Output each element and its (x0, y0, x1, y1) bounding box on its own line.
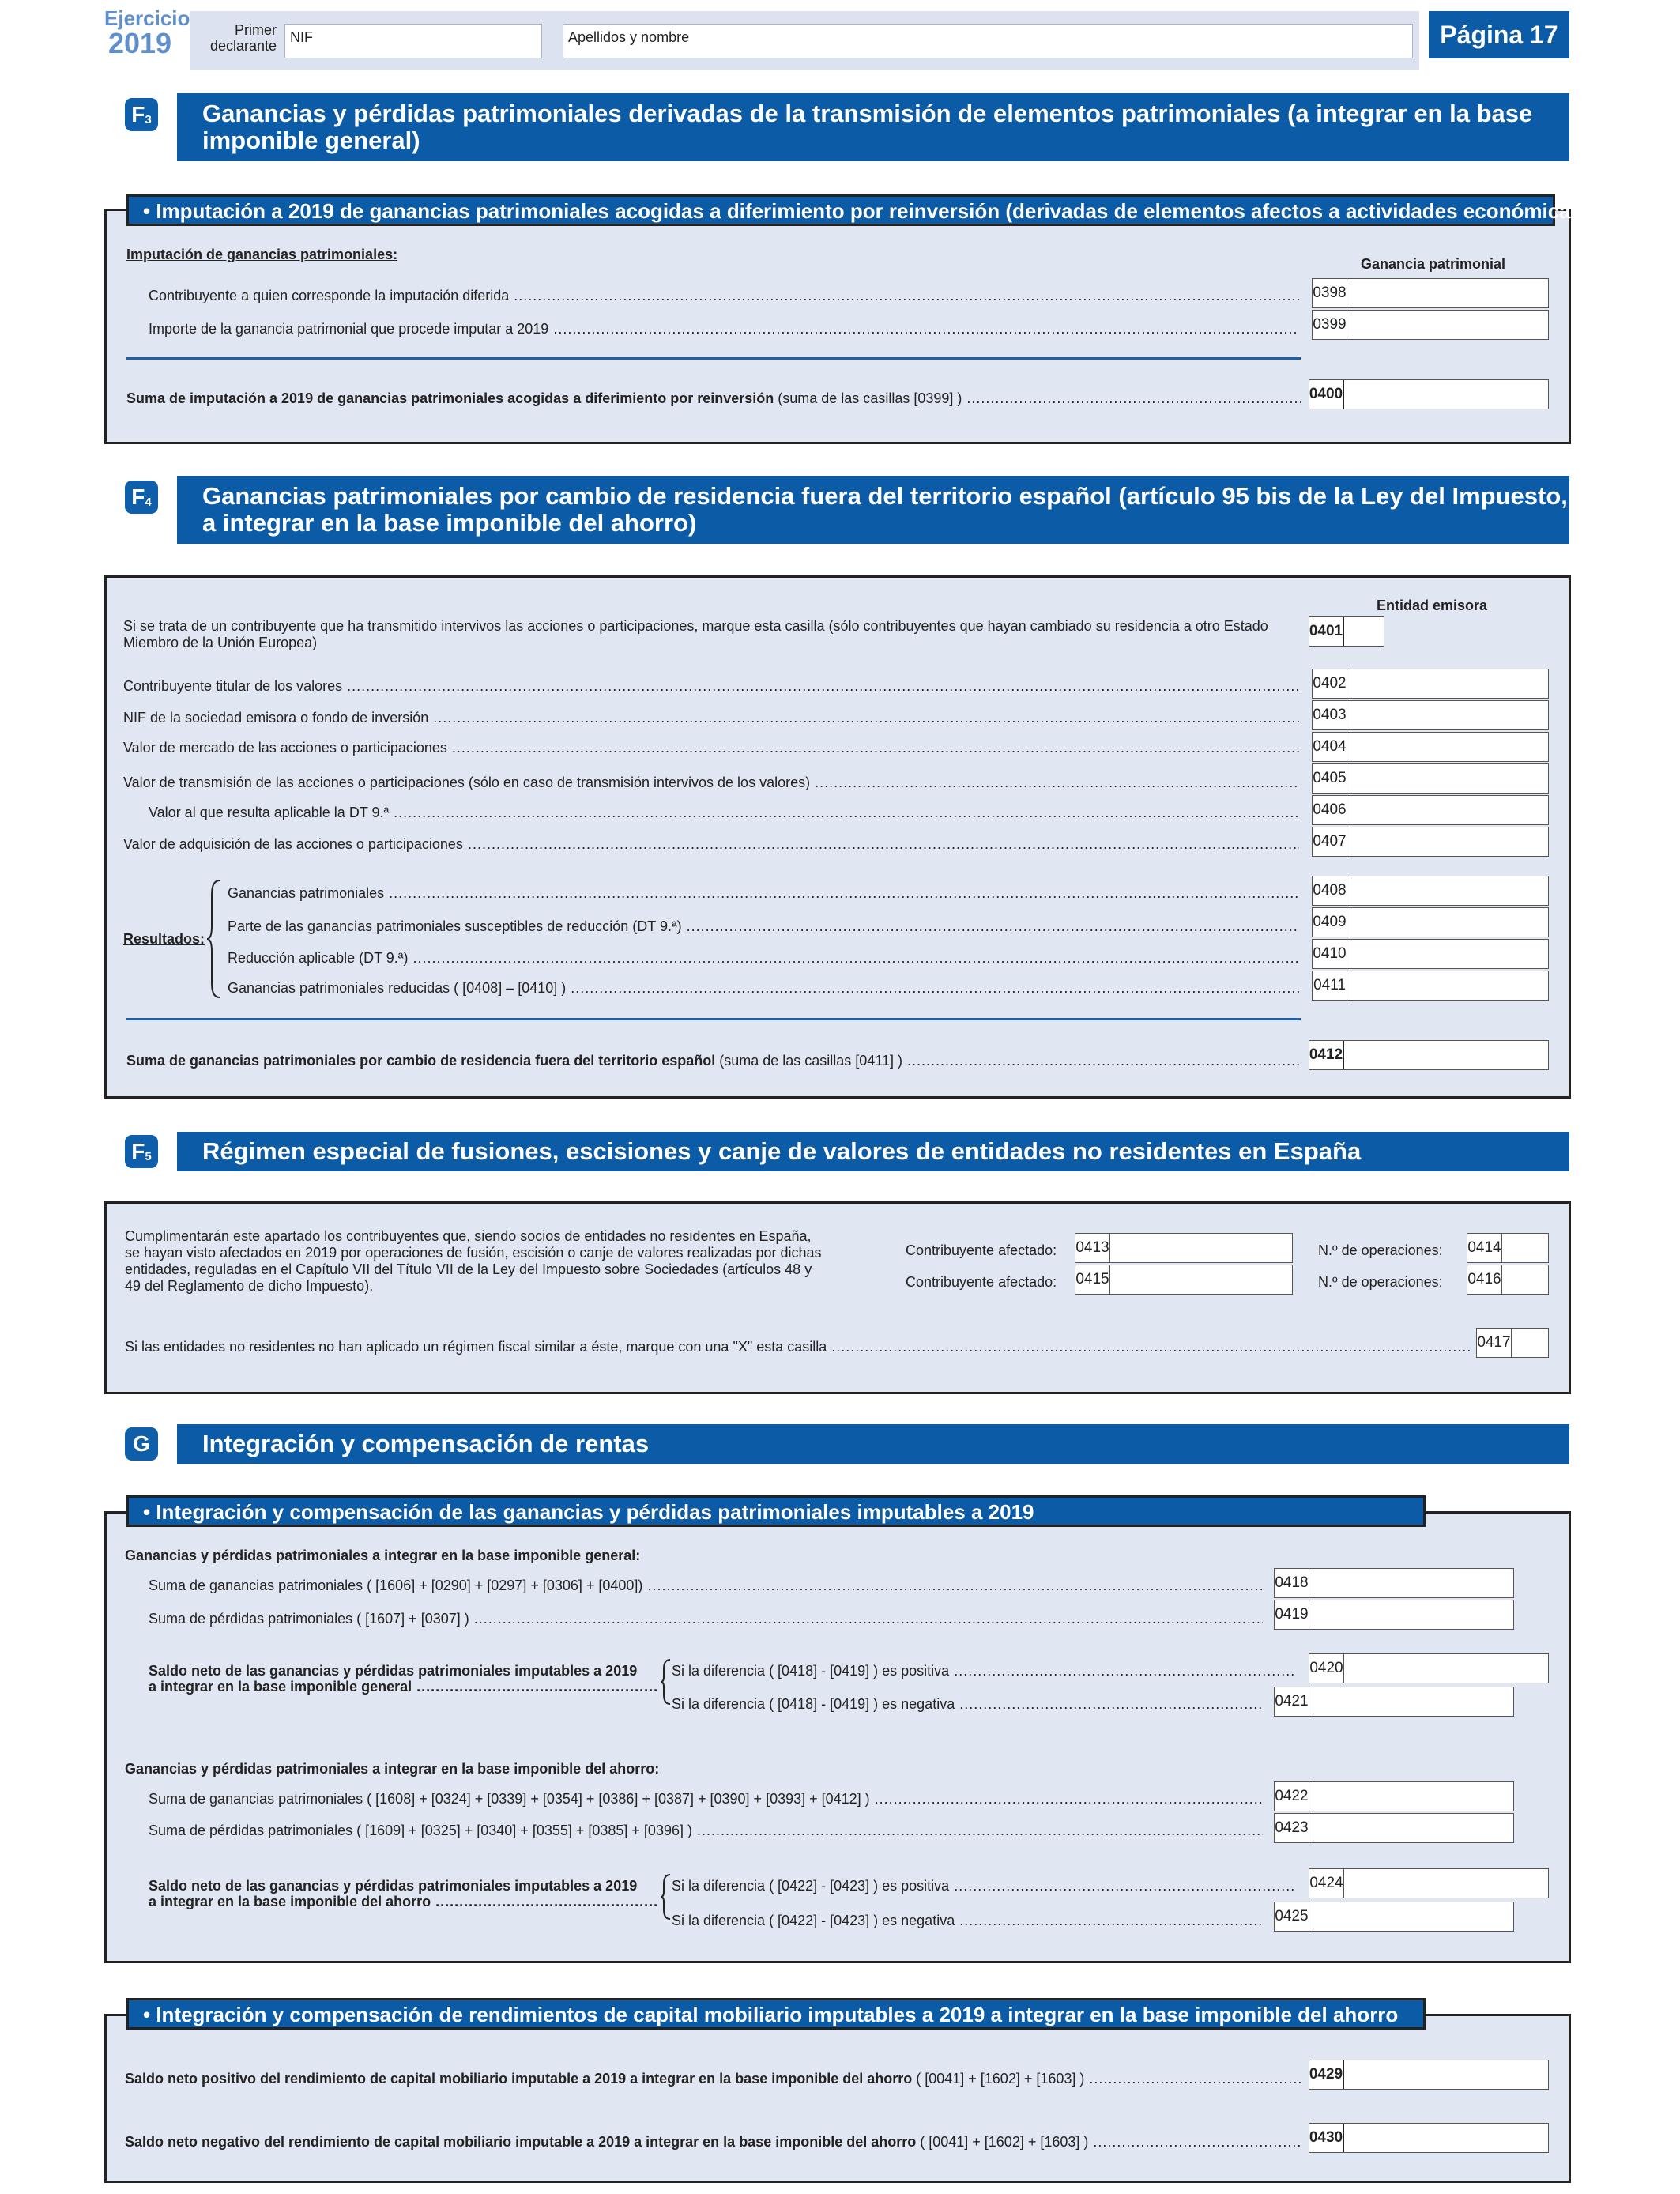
f4-divider (126, 1018, 1301, 1020)
f3-sum-bold: Suma de imputación a 2019 de ganancias patrimoniales acogidas a diferimiento por reinversión (126, 390, 774, 406)
section-f4-badge (125, 481, 158, 514)
f4-resultados-label: Resultados: (123, 931, 205, 947)
f5-text-4: 49 del Reglamento de dicho Impuesto). (125, 1278, 374, 1294)
casilla-0400[interactable] (1309, 379, 1549, 409)
g-subheader-1: • Integración y compensación de las ganancias y pérdidas patrimoniales imputables a 2019 (126, 1495, 1426, 1527)
code-0420: 0420 (1309, 1654, 1344, 1683)
casilla-0421[interactable] (1274, 1687, 1514, 1717)
casilla-0425[interactable] (1274, 1902, 1514, 1932)
f5-operaciones-label-2: N.º de operaciones: (1318, 1274, 1443, 1290)
g-row-0425: Si la diferencia ( [0422] - [0423] ) es negativa ..... (672, 1913, 1263, 1929)
g-saldo-gen-1: Saldo neto de las ganancias y pérdidas patrimoniales imputables a 2019 (149, 1663, 638, 1679)
primer-declarante-label: Primer declarante (209, 22, 277, 54)
g-subheader-2: • Integración y compensación de rendimientos de capital mobiliario imputables a 2019 a integrar en la base imponible del ahorro (126, 1998, 1426, 2030)
f3-sum-rest: (suma de las casillas [0399] ) (774, 390, 962, 406)
casilla-0411[interactable] (1312, 971, 1549, 1001)
code-0416: 0416 (1467, 1265, 1502, 1294)
g-row-0421: Si la diferencia ( [0418] - [0419] ) es negativa ..... (672, 1696, 1263, 1713)
f4-result-0411: Ganancias patrimoniales reducidas ( [0408] – [0410] ) ..... (228, 980, 1299, 997)
g-row-0429 (125, 2071, 1301, 2087)
casilla-0416[interactable] (1467, 1265, 1549, 1295)
g-row-0419: Suma de pérdidas patrimoniales ( [1607] + [0307] ) ..... (149, 1611, 1263, 1627)
code-0417: 0417 (1477, 1329, 1512, 1357)
f3-subheader: • Imputación a 2019 de ganancias patrimoniales acogidas a diferimiento por reinversión (derivadas de elementos afectos a actividades económicas) (126, 194, 1555, 226)
g-box-2 (104, 2014, 1571, 2183)
g-row-0430 (125, 2134, 1301, 2151)
g-row-0422: Suma de ganancias patrimoniales ( [1608] + [0324] + [0339] + [0354] + [0386] + [0387] + [0390] + [0393] + [0412] ) ..... (149, 1791, 1263, 1808)
g-rcm-neg-bold: Saldo neto negativo del rendimiento de capital mobiliario imputable a 2019 a integrar en la base imponible del ahorro (125, 2134, 917, 2150)
g-rcm-neg-rest: ( [0041] + [1602] + [1603] ) (916, 2134, 1089, 2150)
code-0402: 0402 (1313, 669, 1347, 698)
code-0403: 0403 (1313, 701, 1347, 729)
section-f5-badge (125, 1135, 158, 1168)
year-label: 2019 (107, 27, 172, 59)
f5-contribuyente-label-2: Contribuyente afectado: (906, 1274, 1057, 1290)
f5-badge-letter: F (131, 1139, 145, 1163)
f4-sum-row (126, 1053, 1301, 1069)
resultados-brace (207, 879, 223, 999)
casilla-0399[interactable] (1312, 310, 1549, 340)
g-rcm-pos-rest: ( [0041] + [1602] + [1603] ) (912, 2071, 1085, 2087)
g-aho-heading: Ganancias y pérdidas patrimoniales a integrar en la base imponible del ahorro: (125, 1761, 660, 1777)
f4-col-label: Entidad emisora (1377, 598, 1488, 613)
f4-row-0403: NIF de la sociedad emisora o fondo de inversión ..... (123, 710, 1299, 726)
code-0414: 0414 (1467, 1234, 1502, 1262)
section-g-badge: G (125, 1427, 158, 1461)
casilla-0419[interactable] (1274, 1600, 1514, 1630)
page-number: Página 17 (1429, 11, 1569, 58)
code-0406: 0406 (1313, 796, 1347, 824)
casilla-0430[interactable] (1309, 2123, 1549, 2153)
code-0411: 0411 (1313, 971, 1347, 1000)
casilla-0406[interactable] (1312, 795, 1549, 825)
code-0419: 0419 (1275, 1600, 1309, 1629)
g-saldo-aho-1: Saldo neto de las ganancias y pérdidas patrimoniales imputables a 2019 (149, 1878, 638, 1894)
f3-sum-row (126, 390, 1301, 407)
code-0425: 0425 (1275, 1902, 1309, 1931)
section-g-title: Integración y compensación de rentas (177, 1424, 1569, 1464)
casilla-0412[interactable] (1309, 1040, 1549, 1070)
casilla-0409[interactable] (1312, 907, 1549, 937)
f4-badge-num: 4 (145, 495, 152, 509)
g-saldo-gen-2: a integrar en la base imponible general ..... (149, 1679, 657, 1695)
f4-badge-letter: F (131, 484, 145, 509)
g-rcm-pos-bold: Saldo neto positivo del rendimiento de capital mobiliario imputable a 2019 a integrar en la base imponible del ahorro (125, 2071, 913, 2087)
g-row-0424: Si la diferencia ( [0422] - [0423] ) es positiva ..... (672, 1878, 1294, 1894)
f4-result-0409: Parte de las ganancias patrimoniales susceptibles de reducción (DT 9.ª) ..... (228, 918, 1299, 935)
f5-text-3: entidades, reguladas en el Capítulo VII del Título VII de la Ley del Impuesto sobre Sociedades (artículos 48 y (125, 1261, 812, 1277)
casilla-0408[interactable] (1312, 876, 1549, 906)
f3-row-0398: Contribuyente a quien corresponde la imputación diferida ..... (149, 288, 1299, 304)
section-f4-title: Ganancias patrimoniales por cambio de residencia fuera del territorio español (artículo 95 bis de la Ley del Impuesto, a integrar en la base imponible del ahorro) (177, 476, 1569, 544)
code-0429: 0429 (1309, 2060, 1344, 2089)
f5-badge-num: 5 (145, 1149, 152, 1163)
casilla-0405[interactable] (1312, 763, 1549, 794)
f4-row-0407: Valor de adquisición de las acciones o participaciones ..... (123, 836, 1299, 853)
section-f5-title: Régimen especial de fusiones, escisiones y canje de valores de entidades no residentes en España (177, 1132, 1569, 1171)
casilla-0407[interactable] (1312, 827, 1549, 857)
saldo-aho-brace (661, 1873, 672, 1921)
f4-intro: Si se trata de un contribuyente que ha transmitido intervivos las acciones o participaciones, marque esta casilla (sólo contribuyentes que hayan cambiado su residencia a otro Estado Miembro de la Unión Europea) (123, 618, 1268, 650)
casilla-0417[interactable] (1476, 1328, 1549, 1358)
code-0422: 0422 (1275, 1782, 1309, 1811)
section-f3-badge (125, 98, 158, 131)
casilla-0429[interactable] (1309, 2060, 1549, 2090)
f3-badge-num: 3 (145, 112, 152, 126)
code-0399: 0399 (1313, 311, 1347, 339)
code-0418: 0418 (1275, 1569, 1309, 1597)
code-0405: 0405 (1313, 764, 1347, 793)
f3-badge-letter: F (131, 102, 145, 126)
code-0400: 0400 (1309, 380, 1344, 409)
apellidos-nombre-field[interactable] (563, 24, 1413, 58)
code-0430: 0430 (1309, 2124, 1344, 2152)
casilla-0410[interactable] (1312, 939, 1549, 969)
casilla-0424[interactable] (1309, 1868, 1549, 1898)
header-bar (190, 11, 1419, 70)
code-0410: 0410 (1313, 940, 1347, 968)
f5-text-1: Cumplimentarán este apartado los contribuyentes que, siendo socios de entidades no residentes en España, (125, 1228, 812, 1244)
code-0423: 0423 (1275, 1814, 1309, 1842)
code-0408: 0408 (1313, 876, 1347, 905)
f3-row-0399: Importe de la ganancia patrimonial que procede imputar a 2019 ..... (149, 321, 1299, 337)
nif-label: NIF (290, 29, 313, 45)
saldo-gen-brace (661, 1658, 672, 1706)
code-0412: 0412 (1309, 1041, 1344, 1069)
g-gen-heading: Ganancias y pérdidas patrimoniales a integrar en la base imponible general: (125, 1547, 641, 1563)
section-f3-title: Ganancias y pérdidas patrimoniales derivadas de la transmisión de elementos patrimoniales (a integrar en la base imponible general) (177, 93, 1569, 161)
f3-col-label: Ganancia patrimonial (1361, 256, 1506, 272)
g-row-0418: Suma de ganancias patrimoniales ( [1606] + [0290] + [0297] + [0306] + [0400]) ..... (149, 1578, 1263, 1594)
code-0413: 0413 (1075, 1234, 1110, 1262)
g-row-0423: Suma de pérdidas patrimoniales ( [1609] + [0325] + [0340] + [0355] + [0385] + [0396] ) ..... (149, 1823, 1263, 1839)
casilla-0418[interactable] (1274, 1568, 1514, 1598)
casilla-0398[interactable] (1312, 278, 1549, 308)
f4-result-0410: Reducción aplicable (DT 9.ª) ..... (228, 950, 1299, 967)
code-0401: 0401 (1309, 617, 1344, 646)
casilla-0414[interactable] (1467, 1233, 1549, 1263)
code-0404: 0404 (1313, 733, 1347, 761)
f5-operaciones-label-1: N.º de operaciones: (1318, 1242, 1443, 1258)
apellidos-label: Apellidos y nombre (568, 29, 690, 45)
code-0424: 0424 (1309, 1869, 1344, 1898)
f4-row-0406: Valor al que resulta aplicable la DT 9.ª ..... (149, 805, 1299, 821)
f3-divider (126, 357, 1301, 360)
casilla-0401[interactable] (1309, 616, 1384, 647)
f4-sum-rest: (suma de las casillas [0411] ) (715, 1053, 903, 1069)
code-0398: 0398 (1313, 279, 1347, 307)
f5-last-row: Si las entidades no residentes no han aplicado un régimen fiscal similar a éste, marque con una "X" esta casilla ..... (125, 1339, 1473, 1355)
f5-contribuyente-label-1: Contribuyente afectado: (906, 1242, 1057, 1258)
f5-text-2: se hayan visto afectados en 2019 por operaciones de fusión, escisión o canje de valores realizadas por dichas (125, 1245, 822, 1261)
f4-result-0408: Ganancias patrimoniales ..... (228, 885, 1299, 902)
code-0409: 0409 (1313, 908, 1347, 937)
f3-heading: Imputación de ganancias patrimoniales: (126, 247, 398, 262)
casilla-0415[interactable] (1075, 1265, 1293, 1295)
code-0421: 0421 (1275, 1687, 1309, 1716)
nif-field[interactable] (284, 24, 542, 58)
casilla-0420[interactable] (1309, 1653, 1549, 1683)
f4-row-0405: Valor de transmisión de las acciones o participaciones (sólo en caso de transmisión intervivos de los valores) ..... (123, 775, 1299, 791)
casilla-0403[interactable] (1312, 700, 1549, 730)
casilla-0402[interactable] (1312, 669, 1549, 699)
code-0407: 0407 (1313, 827, 1347, 856)
casilla-0423[interactable] (1274, 1813, 1514, 1843)
casilla-0422[interactable] (1274, 1781, 1514, 1811)
f4-sum-bold: Suma de ganancias patrimoniales por cambio de residencia fuera del territorio español (126, 1053, 716, 1069)
g-row-0420: Si la diferencia ( [0418] - [0419] ) es positiva ..... (672, 1663, 1294, 1679)
ejercicio-label: Ejercicio (104, 6, 190, 30)
casilla-0413[interactable] (1075, 1233, 1293, 1263)
code-0415: 0415 (1075, 1265, 1110, 1294)
f4-row-0402: Contribuyente titular de los valores ..... (123, 678, 1299, 695)
f4-row-0404: Valor de mercado de las acciones o participaciones ..... (123, 740, 1299, 756)
casilla-0404[interactable] (1312, 732, 1549, 762)
g-saldo-aho-2: a integrar en la base imponible del ahorro ..... (149, 1894, 657, 1910)
